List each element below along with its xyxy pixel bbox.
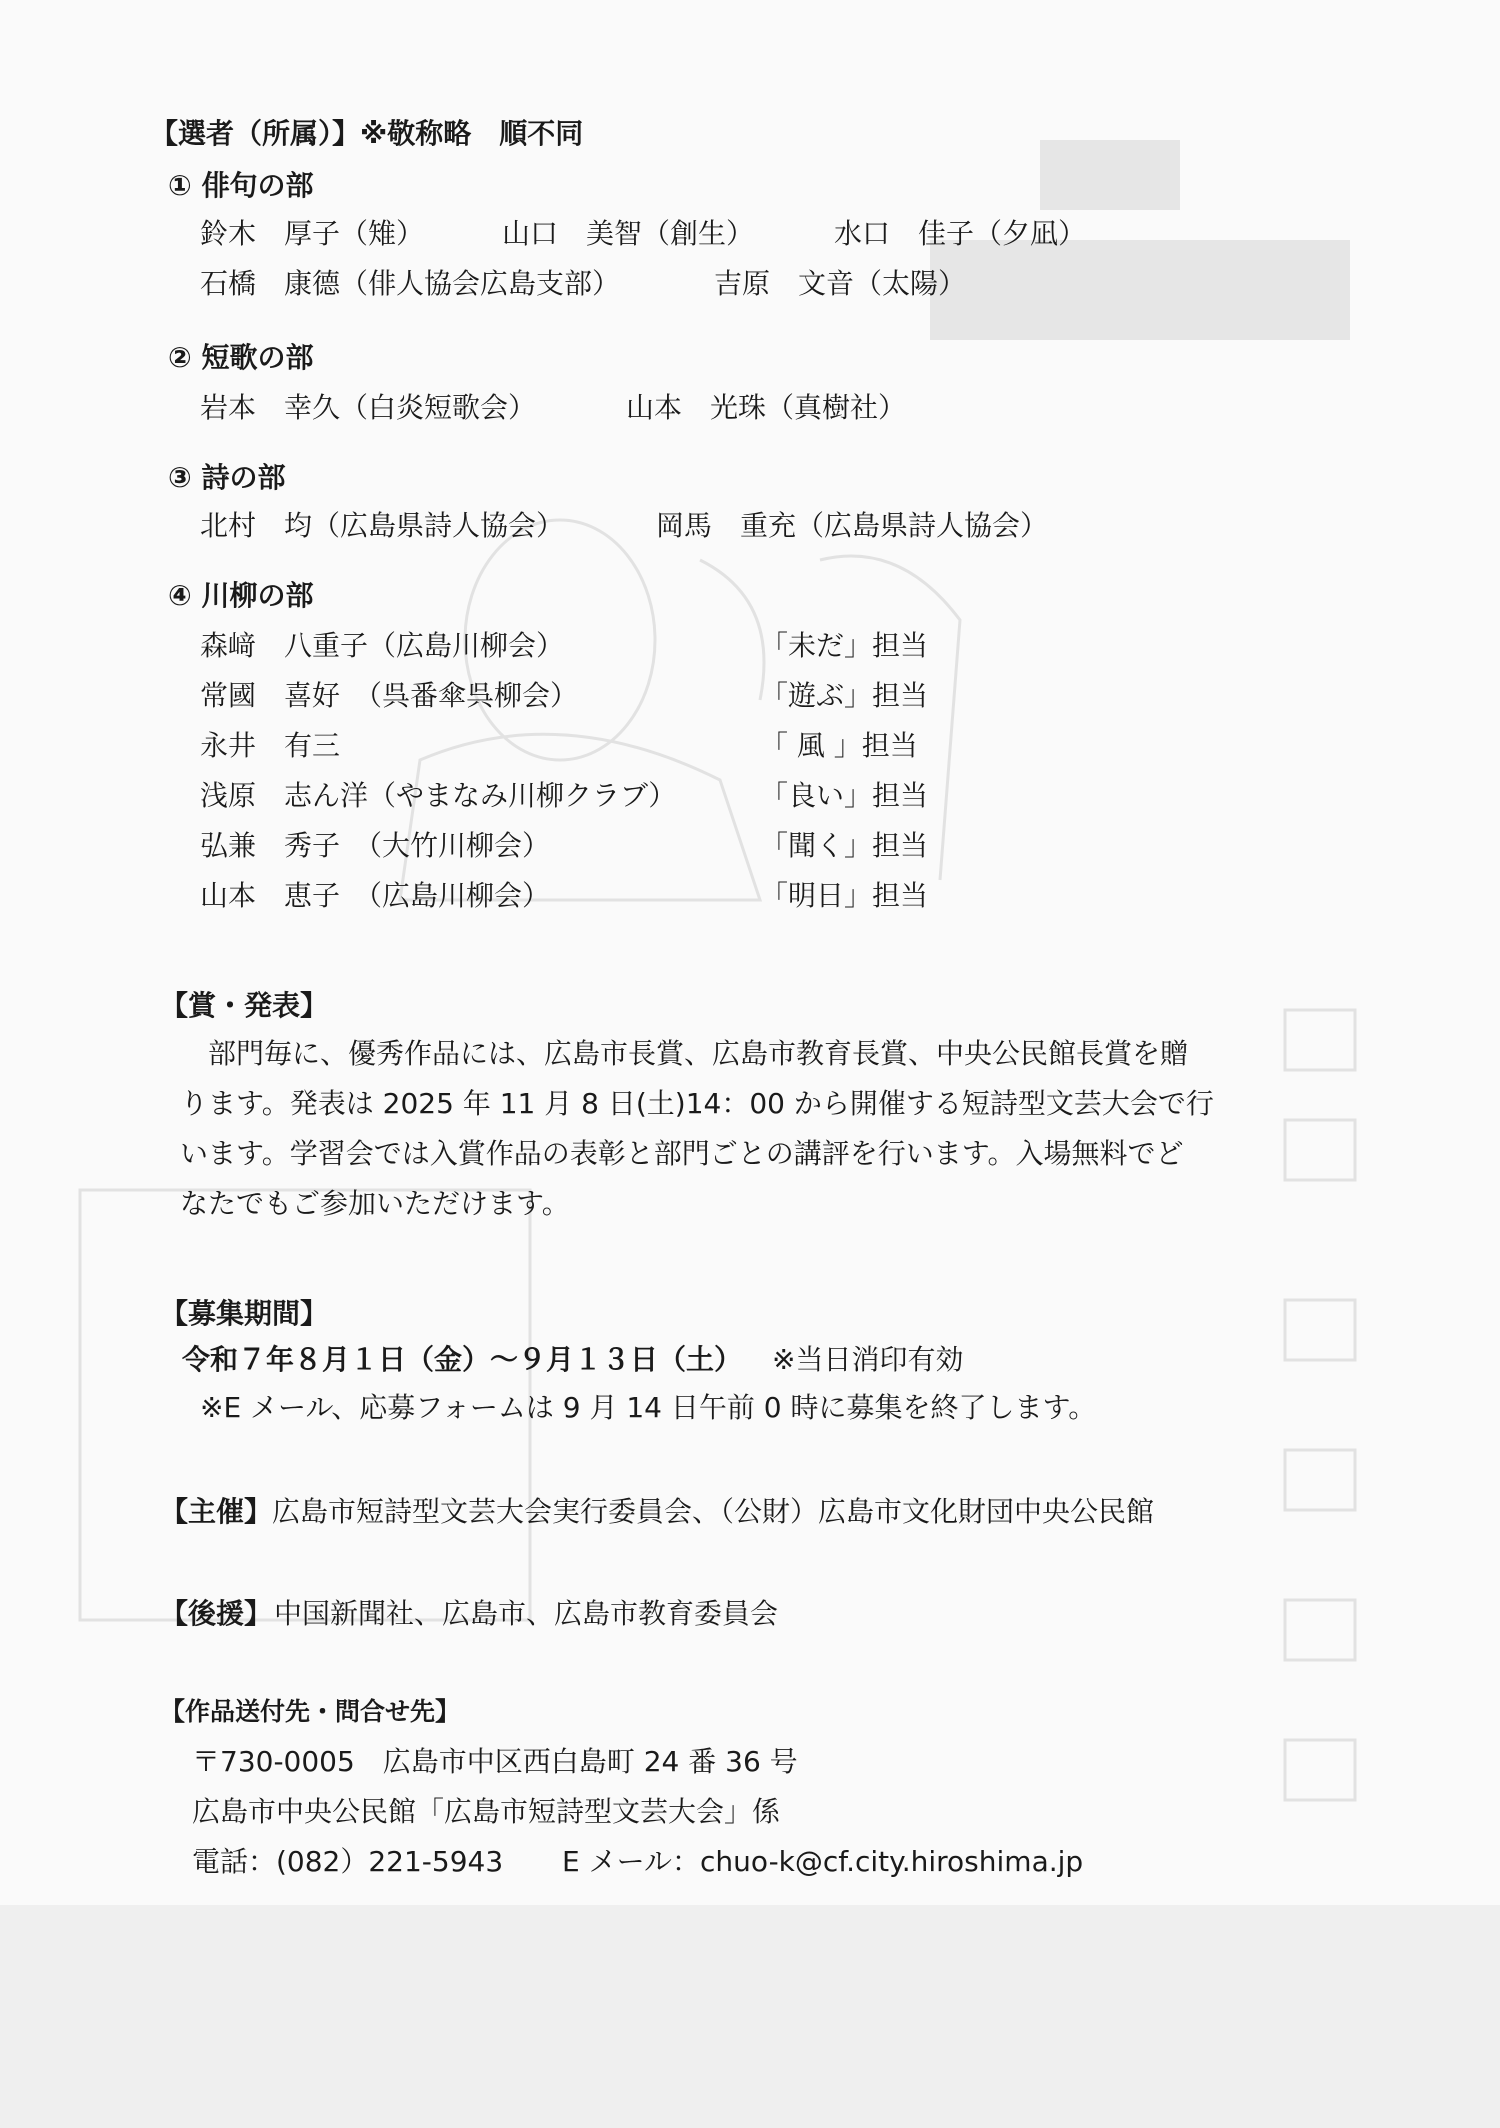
senryu-judge-name: 森﨑 八重子（広島川柳会）: [200, 629, 565, 662]
contact-email: E メール：chuo-k@cf.city.hiroshima.jp: [562, 1845, 1084, 1878]
tanka-judge: 山本 光珠（真樹社）: [626, 391, 907, 424]
senryu-judge-name: 山本 恵子 （広島川柳会）: [200, 879, 551, 912]
awards-line: 部門毎に、優秀作品には、広島市長賞、広島市教育長賞、中央公民館長賞を贈: [208, 1037, 1189, 1070]
contact-office: 広島市中央公民館「広島市短詩型文芸大会」係: [192, 1795, 781, 1828]
senryu-judge-role: 「聞く」担当: [760, 829, 929, 862]
awards-line: なたでもご参加いただけます。: [180, 1187, 570, 1220]
scan-bottom-shading: [0, 1905, 1500, 2128]
senryu-judge-name: 浅原 志ん洋（やまなみ川柳クラブ）: [200, 779, 677, 812]
contact-address: 〒730-0005 広島市中区西白島町 24 番 36 号: [192, 1745, 798, 1778]
awards-line: ります。発表は 2025 年 11 月 8 日(土)14：00 から開催する短詩型文芸大会で行: [180, 1087, 1214, 1120]
period-main: 令和７年８月１日（金）～９月１３日（土）: [182, 1343, 743, 1376]
support-heading: 【後援】: [160, 1597, 273, 1630]
senryu-judge-role: 「明日」担当: [760, 879, 929, 912]
shi-judge: 北村 均（広島県詩人協会）: [200, 509, 565, 542]
senryu-title: ④ 川柳の部: [168, 579, 314, 612]
haiku-judge: 鈴木 厚子（雉）: [200, 217, 425, 250]
senryu-judge-name: 弘兼 秀子 （大竹川柳会）: [200, 829, 551, 862]
shi-title: ③ 詩の部: [168, 461, 286, 494]
period-heading: 【募集期間】: [160, 1297, 329, 1330]
period-main-note: ※当日消印有効: [772, 1343, 964, 1376]
awards-line: います。学習会では入賞作品の表彰と部門ごとの講評を行います。入場無料でど: [180, 1137, 1184, 1170]
contact-phone: 電話：(082）221-5943: [192, 1845, 504, 1878]
host-heading: 【主催】: [160, 1495, 273, 1528]
senryu-judge-name: 永井 有三: [200, 729, 341, 762]
haiku-judge: 山口 美智（創生）: [502, 217, 755, 250]
senryu-judge-role: 「 風 」担当: [760, 729, 918, 762]
support-text: 中国新聞社、広島市、広島市教育委員会: [274, 1597, 779, 1630]
senryu-judge-role: 「未だ」担当: [760, 629, 929, 662]
awards-heading: 【賞・発表】: [160, 989, 329, 1022]
tanka-judge: 岩本 幸久（白炎短歌会）: [200, 391, 537, 424]
senryu-judge-role: 「良い」担当: [760, 779, 929, 812]
haiku-judge: 石橋 康德（俳人協会広島支部）: [200, 267, 621, 300]
selectors-heading: 【選者（所属）】※敬称略 順不同: [150, 117, 584, 150]
tanka-title: ② 短歌の部: [168, 341, 314, 374]
host-text: 広島市短詩型文芸大会実行委員会、（公財）広島市文化財団中央公民館: [272, 1495, 1155, 1528]
senryu-judge-role: 「遊ぶ」担当: [760, 679, 929, 712]
senryu-judge-name: 常國 喜好 （呉番傘呉柳会）: [200, 679, 579, 712]
contact-heading: 【作品送付先・問合せ先】: [160, 1697, 461, 1726]
haiku-title: ① 俳句の部: [168, 169, 314, 202]
period-note: ※E メール、応募フォームは 9 月 14 日午前 0 時に募集を終了します。: [200, 1391, 1097, 1424]
haiku-judge: 水口 佳子（夕凪）: [834, 217, 1087, 250]
haiku-judge: 吉原 文音（太陽）: [714, 267, 967, 300]
shi-judge: 岡馬 重充（広島県詩人協会）: [656, 509, 1049, 542]
